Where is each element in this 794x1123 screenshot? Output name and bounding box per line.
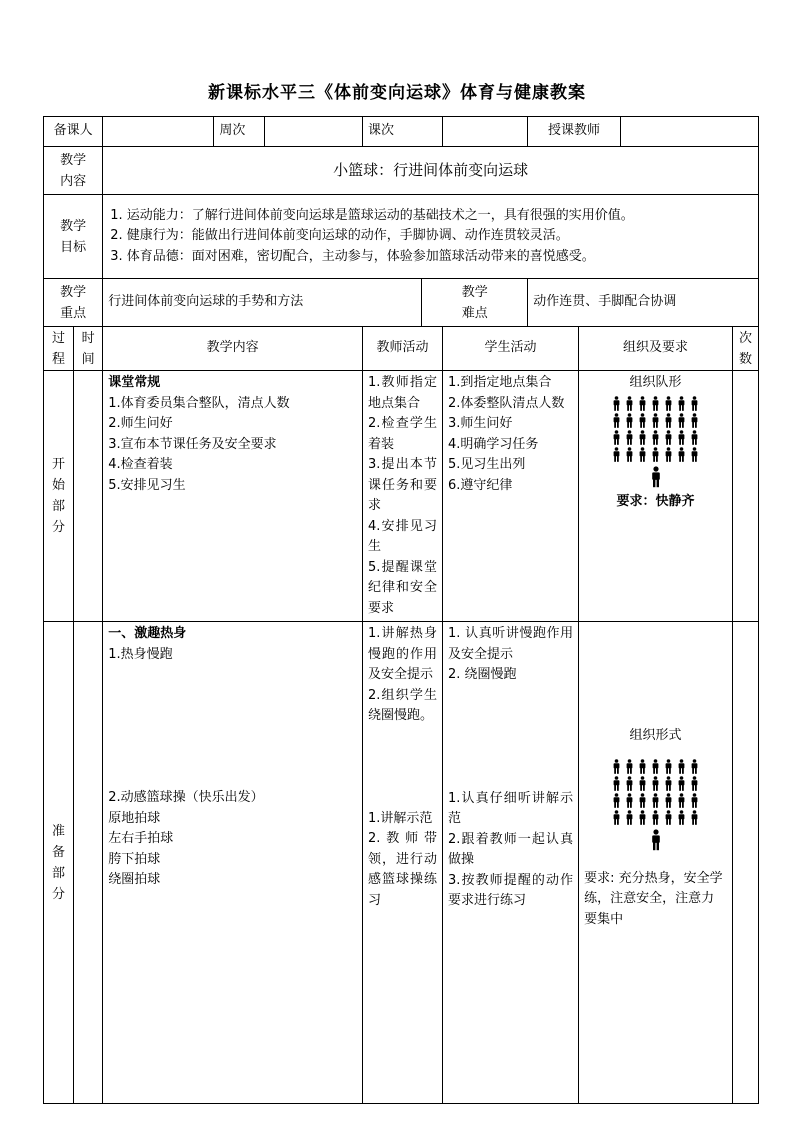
- goals-label: 教学 目标: [44, 195, 103, 279]
- student-icon: [612, 776, 621, 791]
- prep-content: [103, 622, 363, 1104]
- list-item: 2.教师带领，进行动感篮球操练习: [367, 831, 438, 908]
- col-process: 过 程: [44, 327, 74, 371]
- student-icon: [612, 793, 621, 808]
- preparer-label: 备课人: [44, 117, 103, 147]
- list-item: 4.安排见习生: [367, 518, 438, 554]
- student-icon: [664, 810, 673, 825]
- student-icon: [625, 430, 634, 445]
- list-item: 1.体育委员集合整队，清点人数: [108, 395, 290, 411]
- start-organization: [579, 371, 733, 622]
- list-item: 6.遵守纪律: [448, 477, 513, 493]
- student-icon: [612, 810, 621, 825]
- prep-teacher: [362, 622, 442, 1104]
- goal-item: 1. 运动能力：了解行进间体前变向运球是篮球运动的基础技术之一，具有很强的实用价值。: [110, 207, 634, 223]
- student-icon: [677, 447, 686, 462]
- list-item: 4.明确学习任务: [448, 436, 539, 452]
- teacher-label: 授课教师: [528, 117, 620, 147]
- student-icon: [625, 396, 634, 411]
- student-icon: [664, 430, 673, 445]
- student-icon: [625, 810, 634, 825]
- student-icon: [651, 413, 660, 428]
- formation-row: [579, 793, 732, 808]
- start-content: [103, 371, 363, 622]
- student-icon: [612, 447, 621, 462]
- list-item: 1.认真仔细听讲解示范: [448, 790, 574, 826]
- student-icon: [651, 776, 660, 791]
- student-icon: [638, 430, 647, 445]
- list-item: 2.跟着教师一起认真做操: [448, 831, 574, 867]
- student-icon: [690, 447, 699, 462]
- formation-row: [579, 396, 732, 411]
- student-icon: [651, 396, 660, 411]
- list-item: 1.教师指定地点集合: [367, 375, 438, 411]
- student-icon: [638, 396, 647, 411]
- formation-row: [579, 413, 732, 428]
- student-icon: [664, 759, 673, 774]
- lesson-value[interactable]: [443, 117, 528, 147]
- goal-item: 2. 健康行为：能做出行进间体前变向运球的动作，手脚协调、动作连贯较灵活。: [110, 228, 569, 244]
- list-item: 4.检查着装: [108, 457, 173, 472]
- list-item: 3.宣布本节课任务及安全要求: [108, 436, 277, 452]
- list-item: 2. 绕圈慢跑: [448, 667, 517, 682]
- list-item: 原地拍球: [108, 810, 161, 826]
- student-icon: [612, 430, 621, 445]
- list-item: 1. 认真听讲慢跑作用及安全提示: [448, 626, 574, 662]
- student-icon: [677, 396, 686, 411]
- prep-content-heading: 一、激趣热身: [108, 626, 187, 641]
- prep-organization: [579, 622, 733, 1104]
- difficulty-label: 教学 难点: [422, 279, 528, 327]
- list-item: 2.检查学生着装: [367, 416, 438, 452]
- formation-row: [579, 810, 732, 825]
- preparer-value[interactable]: [103, 117, 214, 147]
- student-formation: [579, 759, 732, 825]
- student-icon: [664, 413, 673, 428]
- start-student: [443, 371, 579, 622]
- student-icon: [690, 793, 699, 808]
- student-icon: [612, 396, 621, 411]
- list-item: 1.讲解示范: [367, 810, 433, 826]
- time-start: [74, 371, 103, 622]
- student-icon: [612, 759, 621, 774]
- student-icon: [651, 759, 660, 774]
- prep-student: [443, 622, 579, 1104]
- list-item: 2.组织学生绕圈慢跑。: [367, 687, 438, 723]
- list-item: 2.体委整队清点人数: [448, 395, 565, 411]
- content-label: 教学 内容: [44, 147, 103, 195]
- col-teacher: 教师活动: [362, 327, 442, 371]
- list-item: 1.到指定地点集合: [448, 375, 552, 390]
- student-icon: [625, 793, 634, 808]
- teacher-value[interactable]: [620, 117, 758, 147]
- lesson-plan-table: [43, 116, 759, 1104]
- formation-title: 组织形式: [629, 728, 682, 743]
- list-item: 2.师生问好: [108, 416, 173, 431]
- formation-row: [579, 430, 732, 445]
- list-item: 5.见习生出列: [448, 457, 526, 472]
- start-content-heading: 课堂常规: [108, 375, 161, 390]
- key-point-value: 行进间体前变向运球的手势和方法: [103, 279, 422, 327]
- student-icon: [690, 759, 699, 774]
- list-item: 3.提出本节课任务和要求: [367, 457, 438, 513]
- page-title: 新课标水平三《体前变向运球》体育与健康教案: [208, 83, 586, 103]
- col-content: 教学内容: [103, 327, 363, 371]
- student-icon: [677, 413, 686, 428]
- formation-requirement: 要求：快静齐: [616, 493, 695, 509]
- student-icon: [690, 396, 699, 411]
- list-item: 5.安排见习生: [108, 477, 186, 493]
- count-start: [732, 371, 758, 622]
- list-item: 1.讲解热身慢跑的作用及安全提示: [367, 626, 438, 682]
- student-icon: [664, 447, 673, 462]
- student-icon: [638, 793, 647, 808]
- student-icon: [612, 413, 621, 428]
- list-item: 3.师生问好: [448, 416, 513, 431]
- start-teacher: [362, 371, 442, 622]
- col-organization: 组织及要求: [579, 327, 733, 371]
- key-point-label: 教学 重点: [44, 279, 103, 327]
- teacher-icon: [579, 466, 732, 488]
- content-value: 小篮球：行进间体前变向运球: [103, 147, 759, 195]
- formation-row: [579, 776, 732, 791]
- student-icon: [625, 759, 634, 774]
- student-icon: [677, 759, 686, 774]
- student-icon: [664, 793, 673, 808]
- phase-prep: 准 备 部 分: [44, 622, 74, 1104]
- student-icon: [651, 447, 660, 462]
- student-icon: [677, 810, 686, 825]
- time-prep: [74, 622, 103, 1104]
- formation-title: 组织队形: [629, 375, 682, 390]
- col-student: 学生活动: [443, 327, 579, 371]
- student-icon: [638, 759, 647, 774]
- list-item: 5.提醒课堂纪律和安全要求: [367, 559, 438, 616]
- formation-requirement: 要求: 充分热身，安全学练，注意安全，注意力要集中: [584, 870, 723, 927]
- student-icon: [651, 810, 660, 825]
- student-icon: [690, 430, 699, 445]
- student-icon: [638, 776, 647, 791]
- student-icon: [651, 430, 660, 445]
- student-icon: [638, 413, 647, 428]
- col-time: 时 间: [74, 327, 103, 371]
- student-icon: [677, 776, 686, 791]
- student-icon: [625, 447, 634, 462]
- list-item: 2.动感篮球操（快乐出发）: [108, 790, 264, 805]
- student-icon: [625, 776, 634, 791]
- student-formation: [579, 396, 732, 462]
- list-item: 3.按教师提醒的动作要求进行练习: [448, 872, 574, 908]
- student-icon: [651, 793, 660, 808]
- student-icon: [690, 810, 699, 825]
- formation-row: [579, 759, 732, 774]
- student-icon: [677, 430, 686, 445]
- student-icon: [677, 793, 686, 808]
- difficulty-value: 动作连贯、手脚配合协调: [528, 279, 759, 327]
- student-icon: [625, 413, 634, 428]
- student-icon: [638, 447, 647, 462]
- goal-item: 3. 体育品德：面对困难，密切配合，主动参与，体验参加篮球活动带来的喜悦感受。: [110, 248, 595, 264]
- formation-row: [579, 447, 732, 462]
- student-icon: [664, 776, 673, 791]
- week-value[interactable]: [265, 117, 363, 147]
- student-icon: [690, 776, 699, 791]
- phase-start: 开 始 部 分: [44, 371, 74, 622]
- week-label: 周次: [214, 117, 265, 147]
- list-item: 胯下拍球: [108, 851, 161, 867]
- count-prep: [732, 622, 758, 1104]
- student-icon: [638, 810, 647, 825]
- teacher-icon: [579, 829, 732, 851]
- col-count: 次 数: [732, 327, 758, 371]
- student-icon: [664, 396, 673, 411]
- list-item: 绕圈拍球: [108, 872, 161, 887]
- list-item: 1.热身慢跑: [108, 646, 173, 662]
- student-icon: [690, 413, 699, 428]
- list-item: 左右手拍球: [108, 831, 174, 846]
- goals-list: [103, 195, 759, 279]
- lesson-label: 课次: [362, 117, 442, 147]
